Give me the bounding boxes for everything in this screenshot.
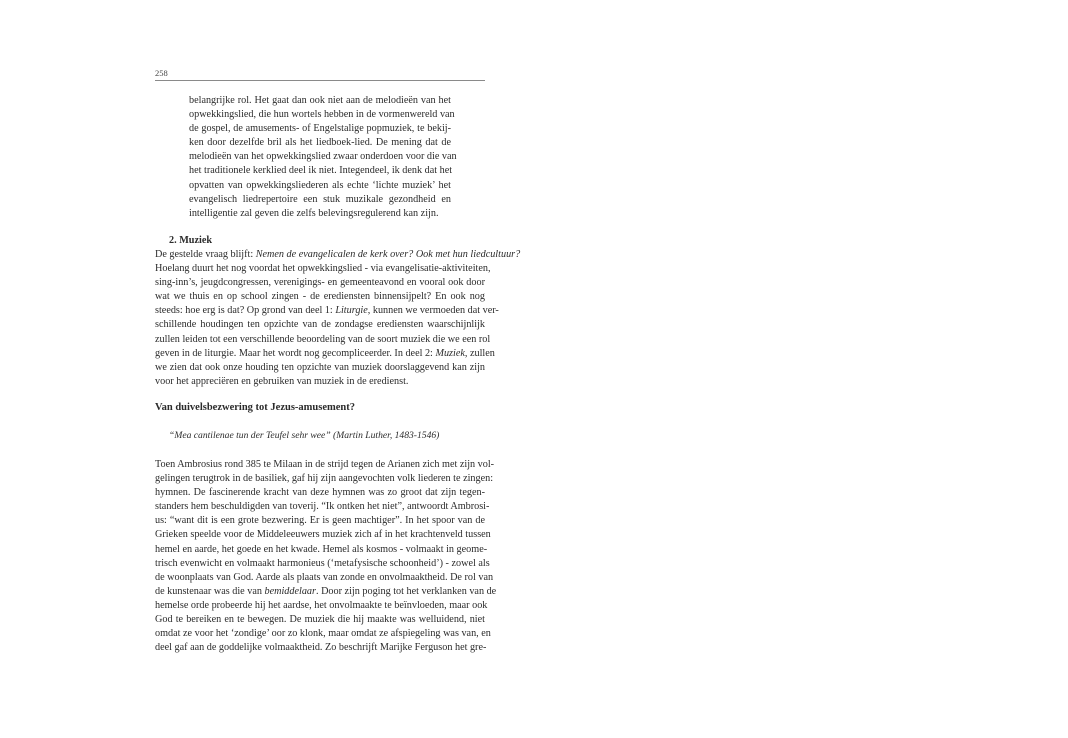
text-line: de gospel, de amusements- of Engelstalige popmuziek, te bekij- [189,123,451,135]
text-line: we zien dat ook onze houding ten opzichte van muziek doorslaggevend kan zijn [155,361,485,373]
text-line: het traditionele kerklied deel ik niet. Integendeel, ik denk dat het [189,165,453,177]
text-line: Grieken speelde voor de Middeleeuwers muziek zich af in het krachtenveld tussen [155,529,491,541]
text-line: opwekkingslied, die hun wortels hebben in de vormenwereld van [189,109,455,121]
motto-source: (Martin Luther, 1483-1546) [330,430,440,441]
section-heading: 2. Muziek [169,235,213,246]
text-line: us: “want dit is een grote bezwering. Er is geen machtiger”. In het spoor van de [155,515,485,527]
text-line: gelingen terugtrok in de basiliek, gaf hij zijn aangevochten volk liederen te zingen: [155,473,494,485]
text-line: trisch evenwicht en volmaakt harmonieus (‘metafysische schoonheid’) - zowel als [155,557,490,569]
text-line: De gestelde vraag blijft: Nemen de evangelicalen de kerk over? Ook met hun liedcultuur? [155,249,521,260]
text-line: hemel en aarde, het goede en het kwade. Hemel als kosmos - volmaakt in geome- [155,543,488,555]
text-line: deel gaf aan de goddelijke volmaaktheid. Zo beschrijft Marijke Ferguson het gre- [155,642,487,654]
text-line: steeds: hoe erg is dat? Op grond van deel 1: Liturgie, kunnen we vermoeden dat ver- [155,305,499,317]
text-line: ken door dezelfde bril als het liedboek-lied. De mening dat de [189,137,451,149]
text-line: Toen Ambrosius rond 385 te Milaan in de strijd tegen de Arianen zich met zijn vol- [155,459,495,470]
text-line: voor het appreciëren en gebruiken van muziek in de eredienst. [155,375,409,387]
text-line: God te bereiken en te bewegen. De muziek die hij maakte was welluidend, niet [155,614,485,626]
subsection-paragraph [155,458,497,655]
motto-quote [169,430,439,441]
text-line: hemelse orde probeerde hij het aardse, het onvolmaakte te beïnvloeden, maar ook [155,599,488,611]
text-line: hymnen. De fascinerende kracht van deze hymnen was zo groot dat zijn tegen- [155,487,485,499]
text-line: opvatten van opwekkingsliederen als echte ‘lichte muziek’ het [189,179,451,191]
subsection-heading: Van duivelsbezwering tot Jezus-amusement? [155,402,355,413]
indented-paragraph [189,94,457,221]
text-line: de kunstenaar was die van bemiddelaar. Door zijn poging tot het verklanken van de [155,585,497,597]
text-line: wat we thuis en op school zingen - de erediensten binnensijpelt? En ook nog [155,291,485,303]
book-page [155,64,521,724]
text-line: zullen leiden tot een verschillende beoordeling van de soort muziek die we een rol [155,333,491,345]
text-line: intelligentie zal geven die zelfs belevingsregulerend kan zijn. [189,207,439,219]
text-line: schillende houdingen ten opzichte van de zondagse erediensten waarschijnlijk [155,319,485,331]
text-line: standers hem beschuldigden van toverij. “Ik ontken het niet”, antwoordt Ambrosi- [155,501,490,513]
text-line: omdat ze voor het ‘zondige’ oor zo klonk, maar omdat ze afspiegeling was van, en [155,628,491,640]
text-line: belangrijke rol. Het gaat dan ook niet aan de melodieën van het [189,95,451,106]
page-number: 258 [155,68,168,78]
text-line: sing-inn’s, jeugdcongressen, verenigings- en gemeenteavond en vooral ook door [155,277,485,289]
motto-text: “Mea cantilenae tun der Teufel sehr wee” [169,430,331,441]
header-rule [155,80,485,81]
text-line: evangelisch liedrepertoire een stuk muzikale gezondheid en [189,193,451,205]
text-line: geven in de liturgie. Maar het wordt nog gecompliceerder. In deel 2: Muziek, zullen [155,347,495,359]
section-paragraph [155,248,521,389]
text-line: de woonplaats van God. Aarde als plaats van zonde en onvolmaaktheid. De rol van [155,571,494,583]
text-line: melodieën van het opwekkingslied zwaar onderdoen voor die van [189,151,457,163]
text-line: Hoelang duurt het nog voordat het opwekkingslied - via evangelisatie-aktiviteiten, [155,263,491,275]
